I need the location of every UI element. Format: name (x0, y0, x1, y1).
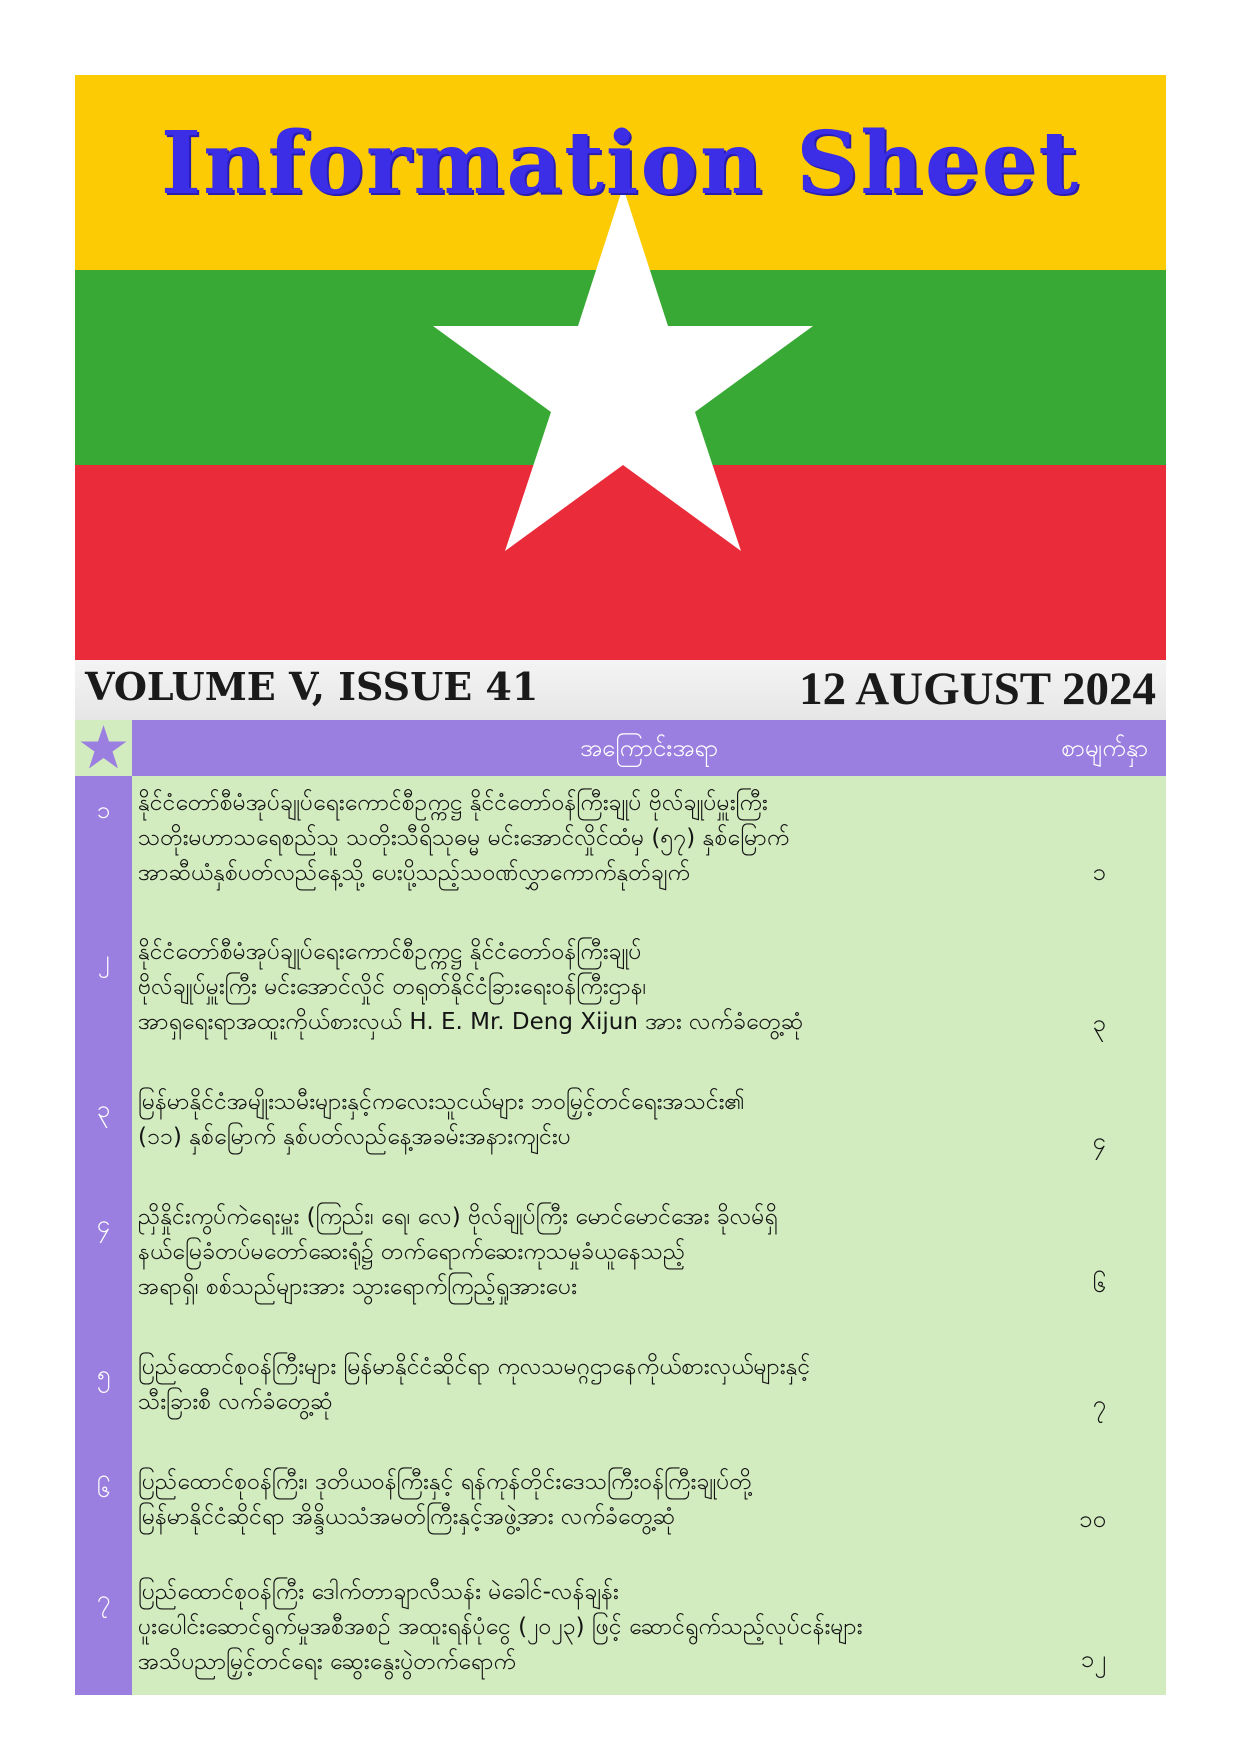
item-page: ၁ (1092, 858, 1106, 886)
table-of-contents (75, 720, 1166, 1695)
item-title-line: ညှိနှိုင်းကွပ်ကဲရေးမှူး (ကြည်း၊ ရေ၊ လေ) ဗိုလ်ချုပ်ကြီး မောင်မောင်အေး ခိုလမ်ရှိ (138, 1204, 778, 1230)
item-title (138, 1350, 1038, 1420)
volume-issue: VOLUME V, ISSUE 41 (85, 664, 539, 709)
item-number: ၂ (97, 945, 110, 973)
item-title-line: မြန်မာနိုင်ငံဆိုင်ရာ အိန္ဒိယသံအမတ်ကြီးနှင့်အဖွဲ့အား လက်ခံတွေ့ဆုံ (138, 1504, 676, 1530)
item-number: ၁ (96, 796, 111, 824)
header-star-cell (75, 720, 132, 776)
item-title-line: (၁၁) နှစ်မြောက် နှစ်ပတ်လည်နေ့အခမ်းအနားကျင်းပ (138, 1124, 571, 1150)
item-page: ၁၂ (1080, 1645, 1106, 1673)
item-title (138, 786, 1038, 891)
item-title (138, 1200, 1038, 1305)
item-title (138, 1085, 1038, 1155)
item-title-line: ပြည်ထောင်စုဝန်ကြီးများ မြန်မာနိုင်ငံဆိုင်ရာ ကုလသမဂ္ဂဌာနေကိုယ်စားလှယ်များနှင့် (138, 1354, 811, 1380)
item-title (138, 1575, 1038, 1680)
item-title-line: ပြည်ထောင်စုဝန်ကြီး၊ ဒုတိယဝန်ကြီးနှင့် ရန်ကုန်တိုင်းဒေသကြီးဝန်ကြီးချုပ်တို့ (138, 1469, 752, 1495)
contents-heading: အကြောင်းအရာ (580, 734, 718, 762)
item-page: ၄ (1092, 1127, 1106, 1155)
item-title (138, 935, 1038, 1040)
item-page: ၆ (1092, 1270, 1106, 1298)
item-title-line: အသိပညာမြှင့်တင်ရေး ဆွေးနွေးပွဲတက်ရောက် (138, 1649, 516, 1675)
sheet-title: Information Sheet (160, 113, 1081, 214)
issue-date: 12 AUGUST 2024 (799, 663, 1156, 715)
item-title-line: မြန်မာနိုင်ငံအမျိုးသမီးများနှင့်ကလေးသူငယ်များ ဘဝမြှင့်တင်ရေးအသင်း၏ (138, 1089, 745, 1115)
item-page: ၃ (1092, 1009, 1106, 1037)
myanmar-flag-banner (75, 75, 1166, 660)
item-page: ၁၀ (1079, 1505, 1106, 1533)
item-number: ၇ (96, 1585, 111, 1613)
item-title-line: သီးခြားစီ လက်ခံတွေ့ဆုံ (138, 1389, 333, 1415)
item-title-line: ပြည်ထောင်စုဝန်ကြီး ဒေါက်တာချာလီသန်း မဲခေါင်-လန်ချန်း (138, 1579, 619, 1605)
item-title-line: အာဆီယံနှစ်ပတ်လည်နေ့သို့ ပေးပို့သည့်သဝဏ်လွှာကောက်နုတ်ချက် (138, 860, 690, 886)
item-number: ၃ (96, 1095, 111, 1123)
item-title (138, 1465, 1038, 1535)
item-title-line: ပူးပေါင်းဆောင်ရွက်မှုအစီအစဉ် အထူးရန်ပုံငွေ (၂၀၂၃) ဖြင့် ဆောင်ရွက်သည့်လုပ်ငန်းများ (138, 1614, 863, 1640)
item-page: ၇ (1092, 1390, 1106, 1418)
item-number: ၆ (96, 1475, 111, 1503)
item-title-line: အရာရှိ၊ စစ်သည်များအား သွားရောက်ကြည့်ရှုအားပေး (138, 1274, 577, 1300)
item-number: ၄ (96, 1210, 111, 1238)
item-title-line: ဗိုလ်ချုပ်မှူးကြီး မင်းအောင်လှိုင် တရုတ်နိုင်ငံခြားရေးဝန်ကြီးဌာန၊ (138, 974, 647, 1000)
item-title-line: နိုင်ငံတော်စီမံအုပ်ချုပ်ရေးကောင်စီဥက္ကဋ္ဌ နိုင်ငံတော်ဝန်ကြီးချုပ် ဗိုလ်ချုပ်မှူးကြီး (138, 790, 768, 816)
item-number: ၅ (96, 1360, 111, 1388)
item-title-line: နိုင်ငံတော်စီမံအုပ်ချုပ်ရေးကောင်စီဥက္ကဋ္ဌ နိုင်ငံတော်ဝန်ကြီးချုပ် (138, 939, 642, 965)
item-title-line: နယ်မြေခံတပ်မတော်ဆေးရုံ၌ တက်ရောက်ဆေးကုသမှုခံယူနေသည့် (138, 1239, 686, 1265)
page-heading: စာမျက်နှာ (1061, 734, 1148, 762)
issue-bar (75, 660, 1166, 720)
item-title-line: သတိုးမဟာသရေစည်သူ သတိုးသီရိသုဓမ္မ မင်းအောင်လှိုင်ထံမှ (၅၇) နှစ်မြောက် (138, 825, 790, 851)
item-title-line: အာရှရေးရာအထူးကိုယ်စားလှယ် H. E. Mr. Deng Xijun အား လက်ခံတွေ့ဆုံ (138, 1009, 804, 1035)
toc-header (132, 720, 1166, 776)
star-icon (75, 720, 132, 776)
